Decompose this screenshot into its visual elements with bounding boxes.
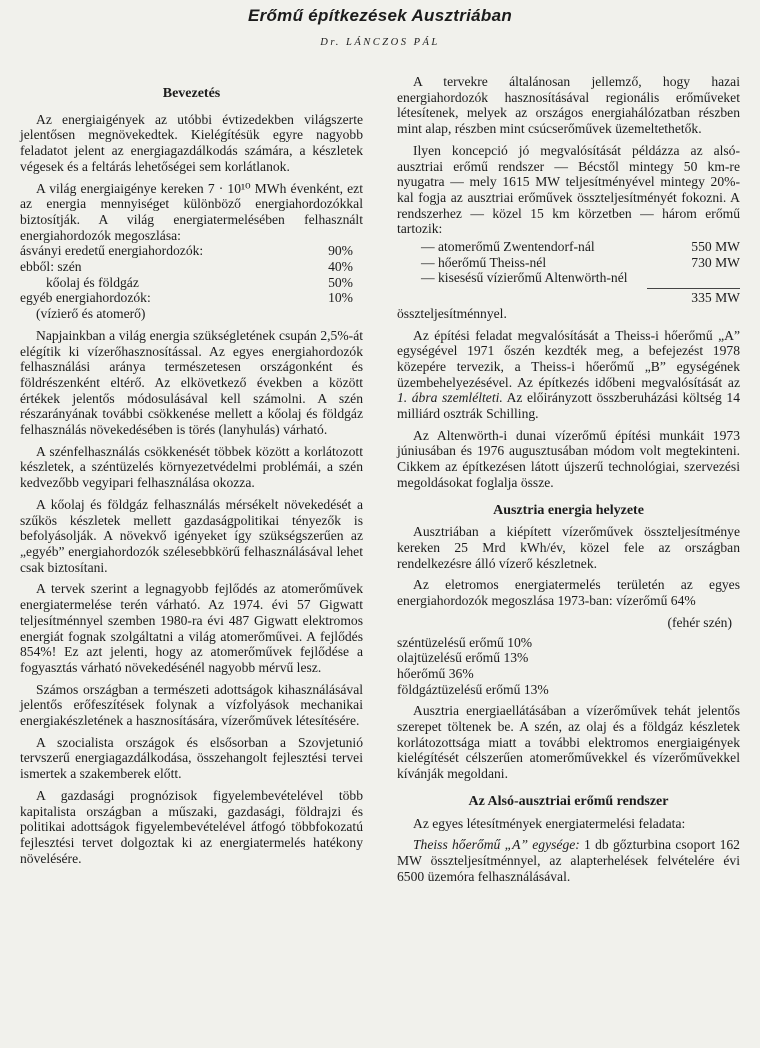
paragraph: Az eletromos energiatermelés területén az egyes energiahordozók megoszlása 1973-ban: vízerőmű 64% xyxy=(397,577,740,609)
table-row xyxy=(20,290,363,306)
list-item xyxy=(397,270,740,286)
paragraph xyxy=(397,837,740,884)
plant-name: — kisesésű vízierőmű Altenwörth-nél xyxy=(421,270,628,286)
text-run: Az építési feladat megvalósítását a Theiss-i hőerőmű „A” egységével 1971 őszén kezdték meg, a befejezést 1978 közepére tervezik, a Theiss-i hőerőmű „B” egységének üzembehelyezésével. Az építkezés időbeni megvalósítását az xyxy=(397,327,740,390)
section-heading-power-system: Az Alsó-ausztriai erőmű rendszer xyxy=(468,793,669,809)
paragraph: Ausztriában a kiépített vízerőművek összteljesítménye kereken 25 Mrd kWh/év, közel fele az országban rendelkezésre álló vízerő készletnek. xyxy=(397,524,740,571)
share-label: egyéb energiahordozók: xyxy=(20,290,151,306)
plant-capacity: 335 MW xyxy=(691,290,740,306)
list-item xyxy=(397,255,740,271)
energy-share-table xyxy=(20,243,363,322)
paragraph: A kőolaj és földgáz felhasználás mérsékelt növekedését a szűkös készletek mellett gazdaságpolitikai tényezők is befolyásolják. A növekvő igényeket így szükségszerűen az „egyéb” energiahordozók szélesebbkörű felhasználásával lehet csak biztosítani. xyxy=(20,496,363,575)
paragraph: Ilyen koncepció jó megvalósítását példázza az alsó-ausztriai erőmű rendszer — Bécstől mintegy 50 km-re nyugatra — mely 1615 MW teljesítményével mintegy 20%-kal fogja az ausztriai erőművek összteljesítményét fokozni. A rendszerhez — közel 15 km körzetben — három erőmű tartozik: xyxy=(397,142,740,237)
plant-capacity: 550 MW xyxy=(691,239,740,255)
left-column xyxy=(20,76,363,872)
paragraph: Az energiaigények az utóbbi évtizedekben világszerte jelentősen megnövekedtek. Kielégítésük egyre nagyobb feladatot jelent az energiagazdálkodás számára, a készletek végesek és a feltárás lehetőségei sem korlátlanok. xyxy=(20,111,363,174)
plant-total-row xyxy=(647,288,740,306)
right-column xyxy=(397,74,740,890)
text-run: Az előirányzott összberuházási költség 14 milliárd osztrák Schilling. xyxy=(397,390,740,422)
paragraph: Ausztria energiaellátásában a vízerőművek tehát jelentős szerepet töltenek be. A szén, az olaj és a földgáz készletek korlátozottsága miatt a további elektromos energiaigények kielégítését célszerűen atomerőművekkel és vízerőművekkel kívánják megoldani. xyxy=(397,703,740,782)
paragraph: A világ energiaigénye kereken 7 · 10¹⁰ MWh évenként, ezt az energia mennyiséget különböző energiahordozókkal biztosítják. A világ energiatermelésében felhasznált energiahordozók megoszlása: xyxy=(20,180,363,243)
paragraph: Napjainkban a világ energia szükségletének csupán 2,5%-át elégítik ki vízerőhasznosítással. Az egyes energiahordozók felhasználási aránya természetesen országonként és földrészenként eltérő. Az elkövetkező években a között értékek jelentős módosulásával kell számolni. A szén részarányának további csökkenése mellett a kőolaj és földgáz felhasználás növekedésében is törés (lanyhulás) várható. xyxy=(20,327,363,438)
list-item: földgáztüzelésű erőmű 13% xyxy=(397,681,549,697)
table-row xyxy=(20,275,363,291)
paragraph: Az egyes létesítmények energiatermelési feladata: xyxy=(413,815,686,831)
table-row xyxy=(20,243,363,259)
author-byline: Dr. LÁNCZOS PÁL xyxy=(320,37,440,48)
share-value: 10% xyxy=(328,290,353,306)
plant-capacity: 730 MW xyxy=(691,254,740,270)
paragraph: A tervekre általánosan jellemző, hogy hazai energiahordozók hasznosításával regionális erőműveket létesítenek, melyek az országos energiahálózatban részben mint alap, részben mint csúcserőművek üzemeltethetők. xyxy=(397,74,740,137)
share-label: ebből: szén xyxy=(20,259,82,275)
list-item: olajtüzelésű erőmű 13% xyxy=(397,650,529,666)
list-item xyxy=(397,239,740,255)
share-label: (vízierő és atomerő) xyxy=(36,306,146,322)
text-run: 1 db gőzturbina csoport 162 MW összteljesítménnyel, az alapterhelések felvételére évi 6500 üzemóra felhasználásával. xyxy=(397,837,740,884)
share-value: 90% xyxy=(328,243,353,259)
paragraph: A szocialista országok és elsősorban a Szovjetunió tervszerű energiagazdálkodása, összehangolt fejlesztési tervei ismertek a szakemberek előtt. xyxy=(20,734,363,782)
energy-mix-list xyxy=(397,635,740,698)
paragraph: összteljesítménnyel. xyxy=(397,305,507,321)
note: (fehér szén) xyxy=(667,614,732,630)
list-item: hőerőmű 36% xyxy=(397,665,474,681)
table-row xyxy=(20,306,363,322)
figure-reference: 1. ábra szemlélteti. xyxy=(397,390,503,406)
paragraph: A gazdasági prognózisok figyelembevételével több kapitalista országban a műszaki, gazdasági, földrajzi és politikai adottságok figyelembevételével átfogó többfokozatú fejlesztési tervet dolgoztak ki az energiatermelés hatékony növelésére. xyxy=(20,787,363,866)
article-title: Erőmű építkezések Ausztriában xyxy=(247,6,513,25)
share-value: 50% xyxy=(328,274,353,290)
share-value xyxy=(308,306,363,322)
text-run: Theiss hőerőmű „A” egysége: xyxy=(413,837,580,853)
paragraph: A tervek szerint a legnagyobb fejlődés az atomerőművek energiatermelése terén várható. Az 1974. évi 57 Gigwatt teljesítménnyel szemben 1980-ra évi 487 Gigwatt elektromos energiát fognak szolgáltatni a világ atomerőművei. A fejlődés 854%! Ez azt jelenti, hogy az atomerőművek fejlődése a fogyasztás várható növekedésénél nagyobb mérvű lesz. xyxy=(20,581,363,675)
plant-name: — hőerőmű Theiss-nél xyxy=(421,254,547,270)
plant-name: — atomerőmű Zwentendorf-nál xyxy=(421,239,595,255)
share-label: ásványi eredetű energiahordozók: xyxy=(20,243,204,259)
table-row xyxy=(20,259,363,275)
share-value: 40% xyxy=(328,259,353,275)
paragraph: Számos országban a természeti adottságok kihasználásával jelentős erőfeszítések folynak a vízfolyások mechanikai energiakészletének a hasznosítására, vízerőművek létesítésére. xyxy=(20,681,363,729)
power-plant-list xyxy=(397,239,740,306)
list-item: széntüzelésű erőmű 10% xyxy=(397,634,533,650)
section-heading-austria: Ausztria energia helyzete xyxy=(493,502,644,518)
paragraph: A szénfelhasználás csökkenését többek között a korlátozott készletek, a széntüzelés környezetvédelmi problémái, a szén kedvezőbb vegyipari felhasználása okozza. xyxy=(20,443,363,491)
paragraph: Az Altenwörth-i dunai vízerőmű építési munkáit 1973 júniusában és 1976 augusztusában módom volt megtekinteni. Cikkem az építkezésen látott újszerű technológiai, szervezési megoldásokat foglalja össze. xyxy=(397,427,740,490)
share-label: kőolaj és földgáz xyxy=(46,274,139,290)
paragraph xyxy=(397,328,740,422)
section-heading-introduction: Bevezetés xyxy=(162,86,221,101)
